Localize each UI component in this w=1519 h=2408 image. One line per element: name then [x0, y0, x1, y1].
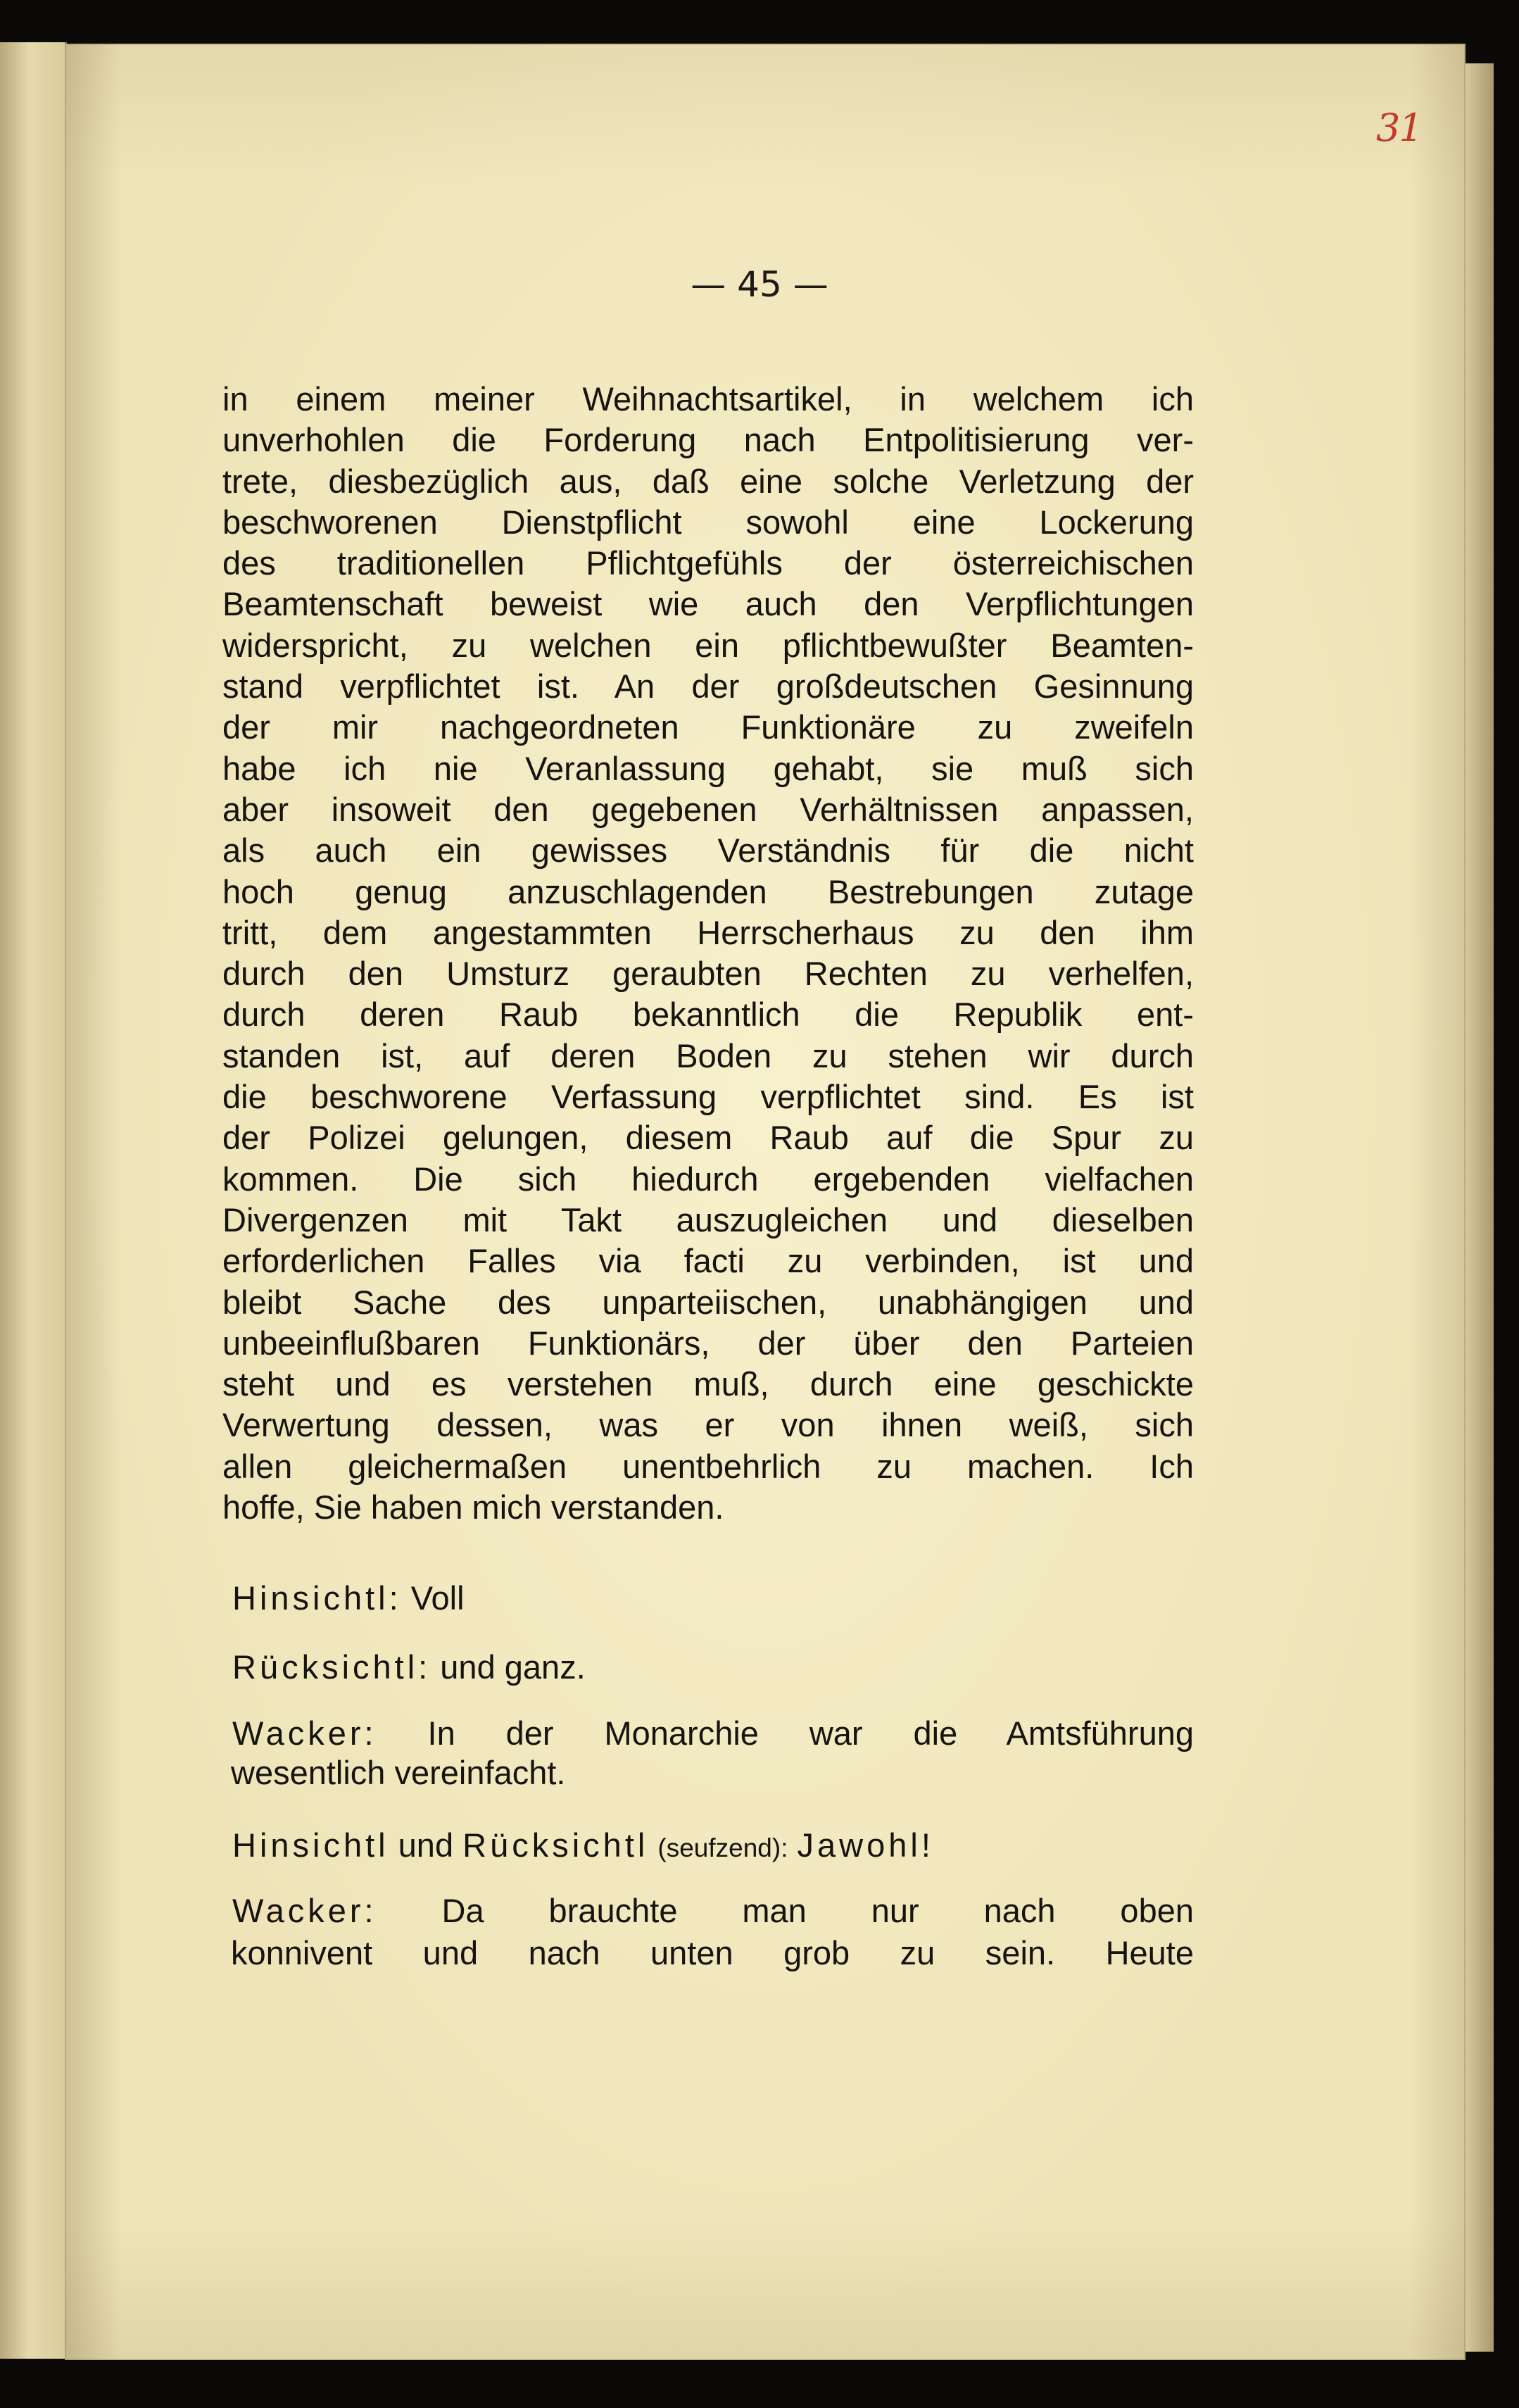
- text-line: unverhohlen die Forderung nach Entpolitisierung ver-: [222, 421, 1194, 459]
- text-line: unbeeinflußbaren Funktionärs, der über den Parteien: [222, 1324, 1194, 1362]
- paragraph: [222, 379, 1194, 1528]
- text-line: in einem meiner Weihnachtsartikel, in welchem ich: [222, 380, 1194, 418]
- dialogue-text: Jawohl!: [797, 1826, 934, 1864]
- page-stack-edge: [1466, 63, 1494, 2352]
- connector-word: und: [398, 1826, 454, 1864]
- text-line: die beschworene Verfassung verpflichtet sind. Es ist: [222, 1078, 1194, 1116]
- dialogue-text: Voll: [410, 1579, 465, 1617]
- text-line: hoch genug anzuschlagenden Bestrebungen zutage: [222, 872, 1194, 910]
- text-line: der mir nachgeordneten Funktionäre zu zweifeln: [222, 708, 1194, 746]
- text-line: des traditionellen Pflichtgefühls der österreichischen: [222, 544, 1194, 582]
- dialogue-text: wesentlich vereinfacht.: [231, 1754, 566, 1791]
- dialogue-text: konnivent und nach unten grob zu sein. Heute: [231, 1934, 1194, 1971]
- text-line: als auch ein gewisses Verständnis für die nicht: [222, 832, 1194, 870]
- dialogue-wacker-1: [232, 1711, 1194, 1795]
- dialogue-ruecksichtl: [232, 1645, 1194, 1690]
- facing-page-edge: [0, 42, 67, 2359]
- speaker-name: Hinsichtl:: [232, 1579, 402, 1617]
- dialogue-text: In der Monarchie war die Amtsführung: [427, 1714, 1194, 1752]
- text-line: standen ist, auf deren Boden zu stehen wir durch: [222, 1036, 1194, 1074]
- speaker-name: Wacker:: [232, 1892, 377, 1929]
- text-line: trete, diesbezüglich aus, daß eine solche Verletzung der: [222, 462, 1194, 500]
- text-line: Verwertung dessen, was er von ihnen weiß, sich: [222, 1406, 1194, 1444]
- speaker-name: Hinsichtl: [232, 1826, 389, 1864]
- speaker-name: Rücksichtl:: [232, 1648, 431, 1686]
- page-number: — 45 —: [691, 264, 828, 305]
- text-line: bleibt Sache des unparteiischen, unabhängigen und: [222, 1283, 1194, 1321]
- text-line: allen gleichermaßen unentbehrlich zu machen. Ich: [222, 1447, 1194, 1485]
- text-line: hoffe, Sie haben mich verstanden.: [222, 1488, 724, 1526]
- text-line: der Polizei gelungen, diesem Raub auf die Spur zu: [222, 1119, 1194, 1157]
- text-line: kommen. Die sich hiedurch ergebenden vielfachen: [222, 1160, 1194, 1198]
- dialogue-hinsichtl: [232, 1576, 1194, 1621]
- text-line: aber insoweit den gegebenen Verhältnissen anpassen,: [222, 790, 1194, 828]
- handwritten-folio-number: 31: [1376, 106, 1422, 150]
- text-line: widerspricht, zu welchen ein pflichtbewußter Beamten-: [222, 626, 1194, 664]
- dialogue-text: und ganz.: [440, 1648, 586, 1686]
- text-line: stand verpflichtet ist. An der großdeutschen Gesinnung: [222, 667, 1194, 706]
- text-line: steht und es verstehen muß, durch eine geschickte: [222, 1365, 1194, 1403]
- stage-direction: (seufzend):: [657, 1833, 788, 1862]
- text-line: Divergenzen mit Takt auszugleichen und dieselben: [222, 1200, 1194, 1239]
- dialogue-text: Da brauchte man nur nach oben: [441, 1892, 1194, 1929]
- text-line: Beamtenschaft beweist wie auch den Verpflichtungen: [222, 585, 1194, 623]
- text-line: durch den Umsturz geraubten Rechten zu verhelfen,: [222, 955, 1194, 993]
- speaker-name: Wacker:: [232, 1714, 377, 1752]
- text-line: durch deren Raub bekanntlich die Republik ent-: [222, 996, 1194, 1034]
- dialogue-both: [232, 1823, 1194, 1871]
- speaker-name: Rücksichtl: [462, 1826, 649, 1864]
- text-line: habe ich nie Veranlassung gehabt, sie muß sich: [222, 749, 1194, 787]
- text-line: tritt, dem angestammten Herrscherhaus zu den ihm: [222, 913, 1194, 951]
- dialogue-wacker-2: [232, 1888, 1194, 1976]
- text-line: erforderlichen Falles via facti zu verbinden, ist und: [222, 1242, 1194, 1280]
- text-line: beschworenen Dienstpflicht sowohl eine Lockerung: [222, 503, 1194, 541]
